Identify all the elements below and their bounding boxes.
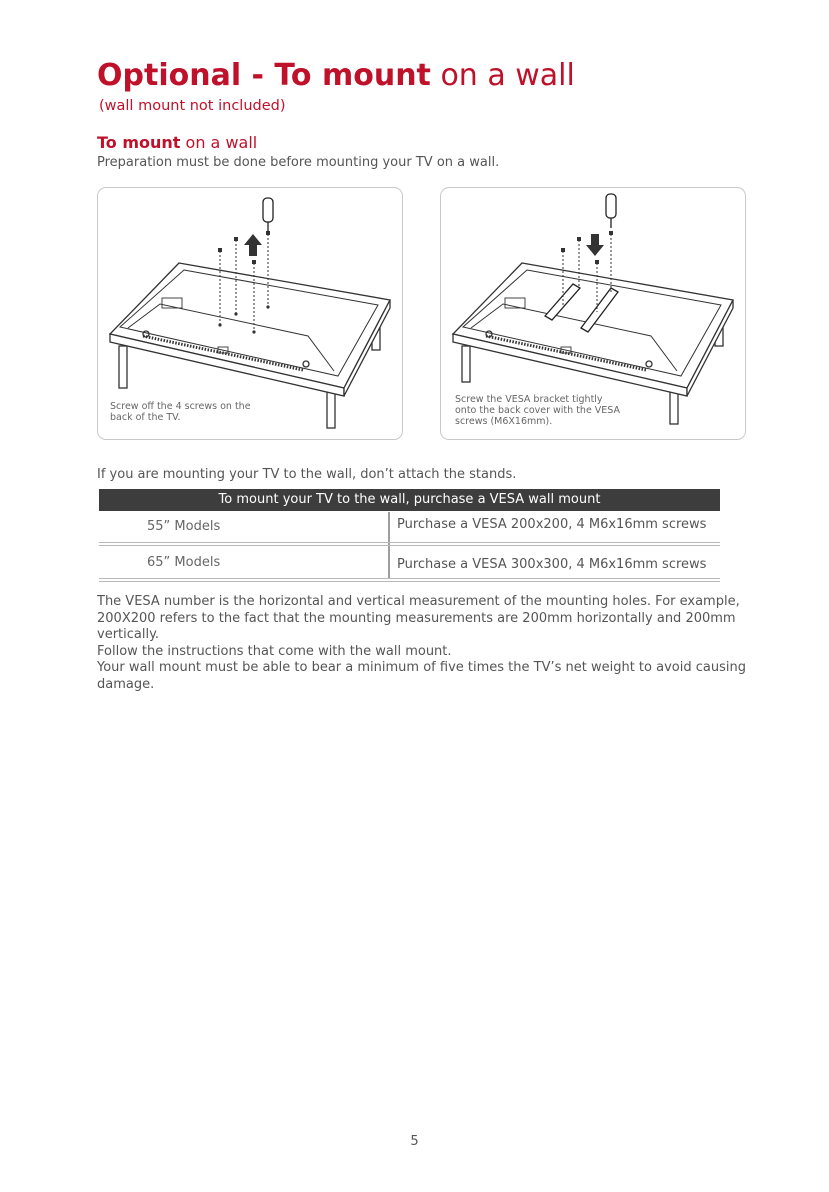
page-title-bold: Optional - To mount	[97, 58, 431, 93]
section-title-bold: To mount	[97, 133, 181, 152]
row-divider	[99, 542, 720, 546]
body-paragraph: The VESA number is the horizontal and vertical measurement of the mounting holes. For example, 200X200 refers to the fact that the mounting measurements are 200mm horizontally and 200mm vertically.	[97, 594, 740, 642]
table-header: To mount your TV to the wall, purchase a VESA wall mount	[99, 489, 720, 511]
up-arrow-icon	[244, 234, 262, 256]
page-number: 5	[410, 1134, 419, 1149]
section-intro: Preparation must be done before mounting your TV on a wall.	[97, 155, 500, 170]
figure-caption: Screw the VESA bracket tightly onto the back cover with the VESA screws (M6X16mm).	[455, 394, 621, 427]
page-title-light: on a wall	[430, 58, 575, 93]
figure-remove-screws	[97, 187, 403, 440]
stands-note: If you are mounting your TV to the wall, don’t attach the stands.	[97, 467, 517, 482]
body-paragraph: Your wall mount must be able to bear a minimum of five times the TV’s net weight to avoid causing damage.	[97, 660, 746, 692]
page-title	[97, 58, 575, 93]
row-divider	[99, 578, 720, 582]
table-cell-purchase: Purchase a VESA 300x300, 4 M6x16mm screws	[397, 557, 707, 572]
table-cell-model: 65” Models	[147, 555, 221, 570]
section-title-light: on a wall	[180, 133, 258, 152]
down-arrow-icon	[586, 234, 604, 256]
figure-attach-bracket	[440, 187, 746, 440]
figure-caption: Screw off the 4 screws on the back of the TV.	[110, 401, 251, 423]
section-title	[97, 133, 257, 152]
table-cell-purchase: Purchase a VESA 200x200, 4 M6x16mm screws	[397, 517, 707, 532]
body-text	[97, 594, 777, 693]
body-paragraph: Follow the instructions that come with the wall mount.	[97, 643, 452, 659]
table-cell-model: 55” Models	[147, 519, 221, 534]
page-subtitle: (wall mount not included)	[99, 98, 286, 114]
